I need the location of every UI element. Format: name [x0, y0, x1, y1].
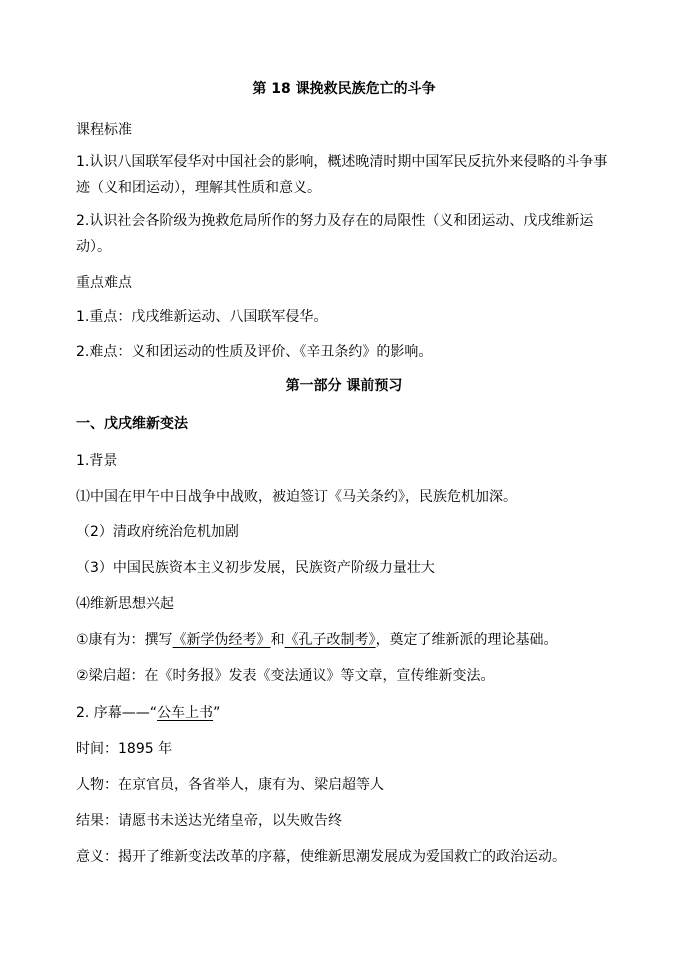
lesson-title: 第 18 课挽救民族危亡的斗争 — [252, 81, 436, 97]
prelude-meaning: 意义：揭开了维新变法改革的序幕，使维新思潮发展成为爱国救亡的政治运动。 — [76, 849, 566, 865]
kang-suffix: ，奠定了维新派的理论基础。 — [375, 632, 558, 648]
background-point-3: （3）中国民族资本主义初步发展，民族资产阶级力量壮大 — [76, 560, 435, 576]
course-standard-item-2: 2.认识社会各阶级为挽救危局所作的努力及存在的局限性（义和团运动、戊戌维新运动）。 — [76, 213, 594, 255]
section1-title: 一、戊戌维新变法 — [76, 416, 188, 432]
course-standard-heading: 课程标准 — [76, 122, 132, 138]
prelude-time: 时间：1895 年 — [76, 741, 173, 757]
liang-qichao-line: ②梁启超：在《时务报》发表《变法通议》等文章，宣传维新变法。 — [76, 668, 495, 684]
prelude-prefix: 2. 序幕——“ — [76, 705, 158, 721]
prelude-people: 人物：在京官员，各省举人，康有为、梁启超等人 — [76, 777, 384, 793]
background-point-4: ⑷维新思想兴起 — [76, 596, 174, 612]
background-point-1: ⑴中国在甲午中日战争中战败，被迫签订《马关条约》，民族危机加深。 — [76, 489, 517, 505]
background-point-2: （2）清政府统治危机加剧 — [76, 524, 239, 540]
book-title-1: 《新学伪经考》 — [172, 632, 271, 648]
kang-youwei-line — [76, 630, 616, 650]
kang-and: 和 — [270, 632, 285, 648]
background-label: 1.背景 — [76, 453, 118, 469]
part1-heading: 第一部分 课前预习 — [285, 378, 403, 394]
prelude-suffix: ” — [213, 705, 221, 721]
prelude-link: 公车上书 — [157, 705, 214, 721]
course-standard-item-1: 1.认识八国联军侵华对中国社会的影响，概述晚清时期中国军民反抗外来侵略的斗争事迹（义和团运动），理解其性质和意义。 — [76, 154, 608, 196]
key-points-heading: 重点难点 — [76, 275, 132, 291]
key-point-1: 1.重点：戊戌维新运动、八国联军侵华。 — [76, 309, 328, 325]
key-point-2: 2.难点：义和团运动的性质及评价、《辛丑条约》的影响。 — [76, 344, 433, 360]
prelude-label — [76, 703, 616, 723]
prelude-result: 结果：请愿书未送达光绪皇帝，以失败告终 — [76, 813, 342, 829]
book-title-2: 《孔子改制考》 — [284, 632, 376, 648]
kang-prefix: ①康有为：撰写 — [76, 632, 173, 648]
